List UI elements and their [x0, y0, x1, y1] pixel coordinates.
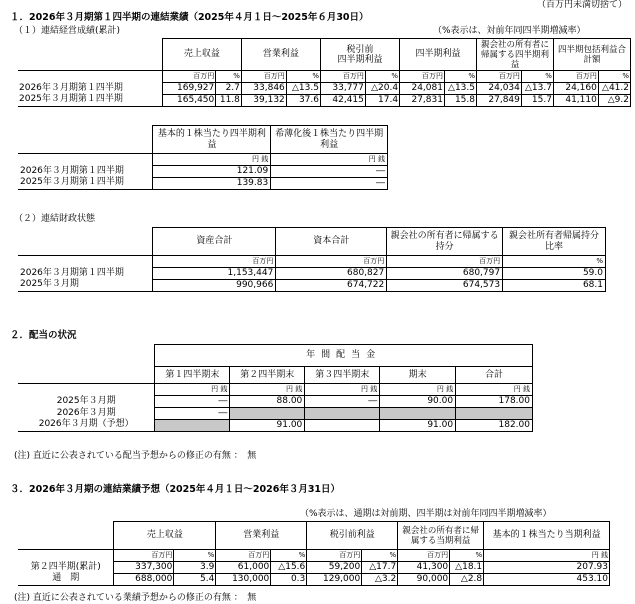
cell: 990,966 [153, 279, 276, 291]
cell: 59.0 [503, 267, 606, 279]
cell: 91.00 [380, 419, 456, 431]
header-owner-profit: 親会社の所有者に帰属する当期利益 [398, 522, 484, 550]
cell: 41,110 [553, 94, 598, 106]
cell: 2.7 [216, 82, 242, 94]
section-2-title: ２．配当の状況 [10, 330, 77, 341]
row-label: 2025年３月期 [18, 395, 155, 407]
unit-yen: 百万円 [153, 256, 276, 268]
cell: △3.2 [362, 573, 398, 585]
cell: 169,927 [162, 82, 215, 94]
cell: 88.00 [230, 395, 305, 407]
unit-pct: % [362, 550, 398, 562]
header-owner-profit: 親会社の所有者に帰属する四半期利益 [477, 39, 554, 71]
cell: 674,722 [276, 279, 387, 291]
unit-yen: 百万円 [387, 256, 503, 268]
cell: 68.1 [503, 279, 606, 291]
header-total: 合計 [456, 367, 533, 384]
unit-yen: 百万円 [320, 71, 365, 83]
cell: △13.5 [286, 82, 320, 94]
cell: 453.10 [484, 573, 610, 585]
unit-pct: % [216, 71, 242, 83]
header-equity-ratio: 親会社所有者帰属持分比率 [503, 228, 606, 256]
cell: 165,450 [162, 94, 215, 106]
cell: 674,573 [387, 279, 503, 291]
header-q3-end: 第３四半期末 [305, 367, 380, 384]
cell [305, 419, 380, 431]
cell: 182.00 [456, 419, 533, 431]
forecast-table [18, 521, 610, 586]
row-label: 2025年３月期第１四半期 [18, 94, 162, 106]
cell: △13.5 [444, 82, 476, 94]
cell: 24,034 [477, 82, 522, 94]
cell: ― [305, 395, 380, 407]
table-row [18, 94, 631, 106]
cell [305, 407, 380, 419]
unit-pct: % [174, 550, 216, 562]
header-owner-equity: 親会社の所有者に帰属する持分 [387, 228, 503, 256]
cell: 178.00 [456, 395, 533, 407]
unit-yen-sen: 円 銭 [380, 384, 456, 396]
cell: 11.8 [216, 94, 242, 106]
cell: △2.8 [450, 573, 484, 585]
row-label: 2025年３月期第１四半期 [18, 177, 153, 189]
cell: 27,831 [400, 94, 445, 106]
unit-pct: % [444, 71, 476, 83]
header-quarter-profit: 四半期利益 [400, 39, 477, 71]
unit-yen-sen: 円 銭 [155, 384, 230, 396]
unit-yen: 百万円 [398, 550, 450, 562]
row-label: 2026年３月期第１四半期 [18, 267, 153, 279]
pct-note-forecast: （%表示は、通期は対前期、四半期は対前年同四半期増減率） [300, 509, 552, 519]
unit-pct: % [286, 71, 320, 83]
unit-yen-sen: 円 銭 [153, 154, 271, 166]
subsection-2-title: （２）連結財政状態 [14, 214, 96, 224]
unit-yen: 百万円 [400, 71, 445, 83]
unit-yen-sen: 円 銭 [484, 550, 610, 562]
table-row [18, 279, 606, 291]
header-operating-profit: 営業利益 [241, 39, 320, 71]
cell: 90.00 [380, 395, 456, 407]
unit-yen: 百万円 [307, 550, 362, 562]
header-q2-end: 第２四半期末 [230, 367, 305, 384]
cell: 337,300 [114, 561, 174, 573]
section-1-title: １．2026年３月期第１四半期の連結業績（2025年４月１日～2025年６月30日） [10, 12, 369, 23]
cell: 33,777 [320, 82, 365, 94]
cell [155, 419, 230, 431]
subsection-1-title: （１）連結経営成績(累計) [14, 26, 121, 36]
unit-pct: % [365, 71, 399, 83]
cell: △20.4 [365, 82, 399, 94]
row-label: 2026年３月期 [18, 407, 155, 419]
cell: △17.7 [362, 561, 398, 573]
unit-pct: % [450, 550, 484, 562]
cell: 3.9 [174, 561, 216, 573]
header-total-equity: 資本合計 [276, 228, 387, 256]
row-label: 2025年３月期 [18, 279, 153, 291]
note-label: (注) 直近に公表されている業績予想からの修正の有無 [14, 593, 231, 603]
cell: 680,827 [276, 267, 387, 279]
cell: 5.4 [174, 573, 216, 585]
cell: 207.93 [484, 561, 610, 573]
cell: 680,797 [387, 267, 503, 279]
operating-results-table [18, 38, 631, 107]
header-operating-profit: 営業利益 [216, 522, 307, 550]
unit-yen-sen: 円 銭 [230, 384, 305, 396]
row-label: 2026年３月期（予想） [18, 419, 155, 431]
unit-pct: % [521, 71, 553, 83]
cell: ― [155, 395, 230, 407]
unit-yen: 百万円 [553, 71, 598, 83]
cell: △41.2 [598, 82, 630, 94]
table-row [18, 407, 533, 419]
unit-yen-sen: 円 銭 [271, 154, 388, 166]
cell: ― [155, 407, 230, 419]
unit-note: （百万円未満切捨て） [536, 0, 627, 10]
header-total-assets: 資産合計 [153, 228, 276, 256]
header-basic-eps: 基本的１株当たり四半期利益 [153, 126, 271, 154]
cell: 42,415 [320, 94, 365, 106]
table-row [18, 267, 606, 279]
header-pretax-profit: 税引前利益 [307, 522, 398, 550]
cell: 688,000 [114, 573, 174, 585]
table-row [18, 82, 631, 94]
cell: 0.3 [271, 573, 307, 585]
cell: 91.00 [230, 419, 305, 431]
cell: 39,132 [241, 94, 286, 106]
cell: △15.6 [271, 561, 307, 573]
unit-yen: 百万円 [216, 550, 271, 562]
header-year-end: 期末 [380, 367, 456, 384]
cell: 61,000 [216, 561, 271, 573]
header-q1-end: 第１四半期末 [155, 367, 230, 384]
cell: 90,000 [398, 573, 450, 585]
note-value: ： 無 [233, 593, 257, 603]
unit-yen: 百万円 [241, 71, 286, 83]
header-comprehensive-income: 四半期包括利益合計額 [553, 39, 630, 71]
unit-yen: 百万円 [162, 71, 215, 83]
cell: 41,300 [398, 561, 450, 573]
cell: 27,849 [477, 94, 522, 106]
header-basic-eps: 基本的１株当たり当期利益 [484, 522, 610, 550]
dividend-note [14, 448, 256, 461]
note-value: ： 無 [233, 451, 257, 461]
cell [230, 407, 305, 419]
unit-yen-sen: 円 銭 [305, 384, 380, 396]
header-diluted-eps: 希薄化後１株当たり四半期利益 [271, 126, 388, 154]
table-row [18, 177, 388, 189]
dividend-table [18, 344, 533, 432]
cell: 59,200 [307, 561, 362, 573]
header-revenue: 売上収益 [162, 39, 241, 71]
cell: 1,153,447 [153, 267, 276, 279]
cell: 33,846 [241, 82, 286, 94]
row-label: 第２四半期(累計) [18, 561, 114, 573]
unit-yen: 百万円 [477, 71, 522, 83]
table-row [18, 165, 388, 177]
section-3-title: ３．2026年３月期の連結業績予想（2025年４月１日～2026年３月31日） [10, 484, 341, 495]
table-row [18, 419, 533, 431]
cell: 139.83 [153, 177, 271, 189]
cell: 121.09 [153, 165, 271, 177]
header-annual-dividend: 年間配当金 [155, 345, 533, 367]
unit-pct: % [503, 256, 606, 268]
unit-pct: % [271, 550, 307, 562]
cell [380, 407, 456, 419]
table-row [18, 395, 533, 407]
cell: ― [271, 177, 388, 189]
forecast-note [14, 590, 256, 603]
cell: 130,000 [216, 573, 271, 585]
row-label: 2026年３月期第１四半期 [18, 82, 162, 94]
cell: △9.2 [598, 94, 630, 106]
cell: 24,160 [553, 82, 598, 94]
table-row [18, 561, 610, 573]
cell: ― [271, 165, 388, 177]
row-label: 通 期 [18, 573, 114, 585]
pct-note: （%表示は、対前年同四半期増減率） [433, 26, 586, 36]
unit-yen-sen: 円 銭 [456, 384, 533, 396]
cell: △18.1 [450, 561, 484, 573]
unit-yen: 百万円 [276, 256, 387, 268]
cell: 15.8 [444, 94, 476, 106]
cell: 24,081 [400, 82, 445, 94]
unit-yen: 百万円 [114, 550, 174, 562]
note-label: (注) 直近に公表されている配当予想からの修正の有無 [14, 451, 231, 461]
cell: 129,000 [307, 573, 362, 585]
row-label: 2026年３月期第１四半期 [18, 165, 153, 177]
cell: 17.4 [365, 94, 399, 106]
cell: △13.7 [521, 82, 553, 94]
table-row [18, 573, 610, 585]
header-revenue: 売上収益 [114, 522, 216, 550]
header-pretax-profit: 税引前 四半期利益 [320, 39, 399, 71]
financial-position-table [18, 227, 606, 292]
unit-pct: % [598, 71, 630, 83]
cell: 37.6 [286, 94, 320, 106]
eps-table [18, 125, 388, 190]
cell [456, 407, 533, 419]
cell: 15.7 [521, 94, 553, 106]
